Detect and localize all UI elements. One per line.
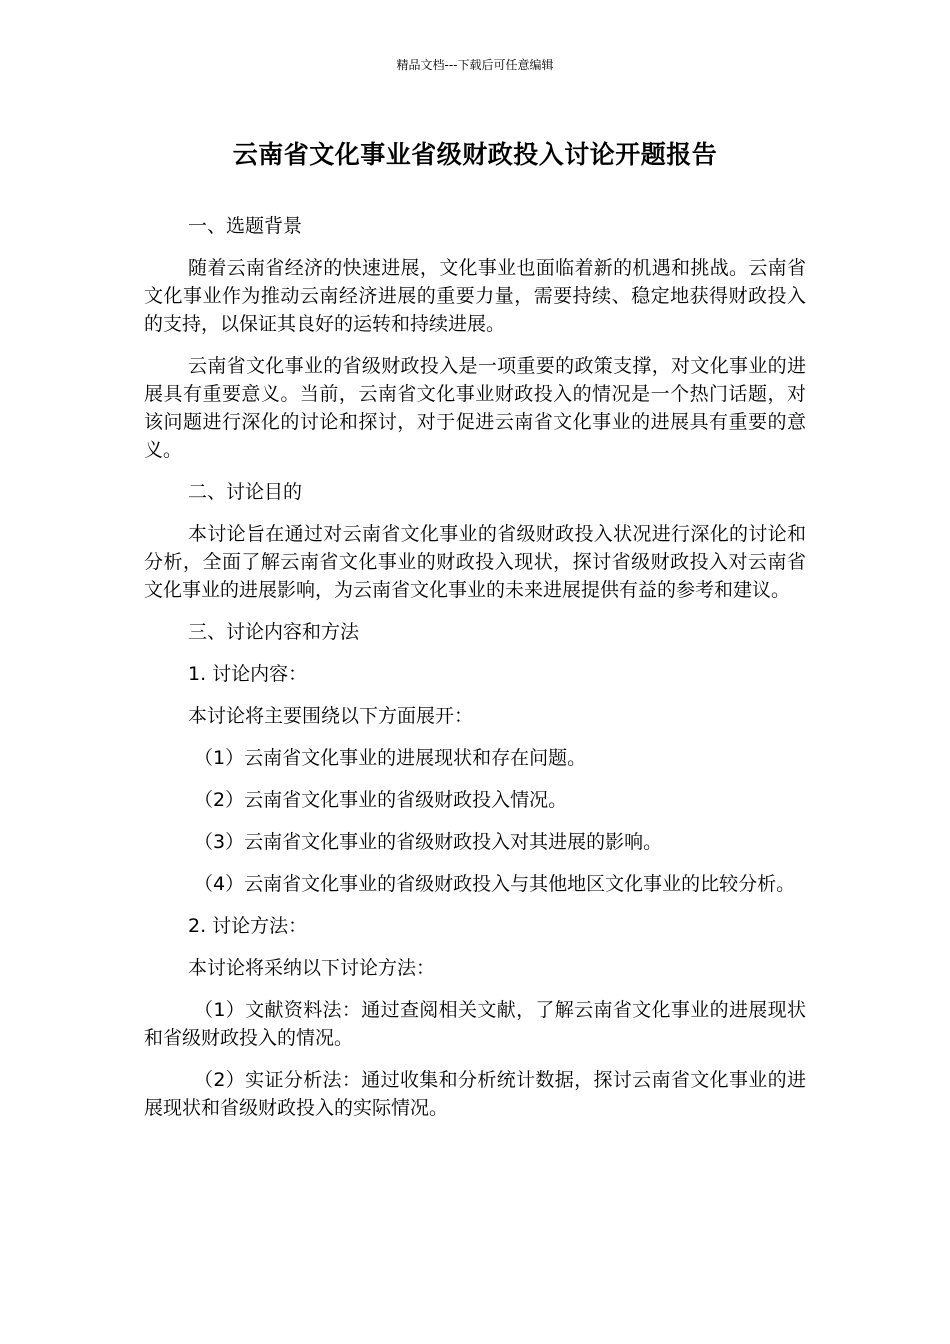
list-item: （1）云南省文化事业的进展现状和存在问题。	[194, 747, 587, 769]
section-heading-background: 一、选题背景	[188, 215, 303, 237]
paragraph: 本讨论旨在通过对云南省文化事业的省级财政投入状况进行深化的讨论和分析，全面了解云南省文化事业的财政投入现状，探讨省级财政投入对云南省文化事业的进展影响，为云南省文化事业的未来进展提供有益的参考和建议。	[144, 523, 806, 601]
list-item: （4）云南省文化事业的省级财政投入与其他地区文化事业的比较分析。	[194, 873, 796, 895]
paragraph: 随着云南省经济的快速进展，文化事业也面临着新的机遇和挑战。云南省文化事业作为推动云南经济进展的重要力量，需要持续、稳定地获得财政投入的支持，以保证其良好的运转和持续进展。	[144, 257, 806, 335]
list-item: （2）云南省文化事业的省级财政投入情况。	[194, 789, 568, 811]
subheading-content: 1. 讨论内容：	[188, 663, 308, 685]
section-heading-purpose: 二、讨论目的	[188, 481, 303, 503]
paragraph: 云南省文化事业的省级财政投入是一项重要的政策支撑，对文化事业的进展具有重要意义。当前，云南省文化事业财政投入的情况是一个热门话题，对该问题进行深化的讨论和探讨，对于促进云南省文化事业的进展具有重要的意义。	[144, 355, 806, 461]
list-item: （2）实证分析法：通过收集和分析统计数据，探讨云南省文化事业的进展现状和省级财政投入的实际情况。	[144, 1069, 806, 1119]
paragraph: 本讨论将采纳以下讨论方法：	[188, 957, 436, 979]
section-heading-content-method: 三、讨论内容和方法	[188, 621, 360, 643]
list-item: （3）云南省文化事业的省级财政投入对其进展的影响。	[194, 831, 663, 853]
subheading-method: 2. 讨论方法：	[188, 915, 308, 937]
document-title: 云南省文化事业省级财政投入讨论开题报告	[232, 140, 718, 169]
header-note: 精品文档---下载后可任意编辑	[396, 58, 554, 72]
paragraph: 本讨论将主要围绕以下方面展开：	[188, 705, 474, 727]
list-item: （1）文献资料法：通过查阅相关文献，了解云南省文化事业的进展现状和省级财政投入的情况。	[144, 999, 806, 1049]
document-body	[144, 212, 806, 1136]
